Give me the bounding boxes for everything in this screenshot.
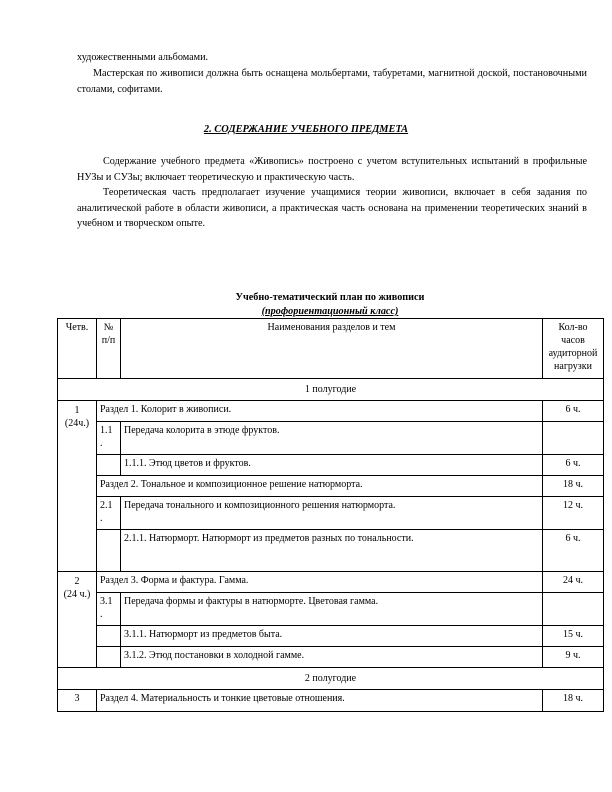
subtopic-hours: 15 ч. xyxy=(543,626,604,647)
table-row xyxy=(58,690,604,712)
header-quarter: Четв. xyxy=(58,319,97,379)
body-paragraph-2: Теоретическая часть предполагает изучение учащимися теории живописи, включает в себя задания по аналитической работе в области живописи, а практическая часть основана на применении теоретических знаний в учебном и творческом опыте. xyxy=(77,187,587,230)
quarter-cell xyxy=(58,401,97,572)
section-heading: 2. СОДЕРЖАНИЕ УЧЕБНОГО ПРЕДМЕТА xyxy=(203,124,409,135)
topic-hours xyxy=(543,422,604,455)
section-body xyxy=(77,154,587,232)
intro-line-1: художественными альбомами. xyxy=(77,52,209,63)
quarter-hours: (24 ч.) xyxy=(63,589,91,600)
table-row xyxy=(58,530,604,572)
topic-title: Передача тонального и композиционного решения натюрморта. xyxy=(121,497,543,530)
semester-label: 2 полугодие xyxy=(58,668,604,690)
empty-cell xyxy=(97,530,121,572)
table-row xyxy=(58,647,604,668)
section-title: Раздел 2. Тональное и композиционное решение натюрморта. xyxy=(97,476,543,497)
table-row xyxy=(58,455,604,476)
semester-row xyxy=(58,379,604,401)
semester-row xyxy=(58,668,604,690)
plan-subtitle: (профориентационный класс) xyxy=(261,306,399,317)
section-hours: 18 ч. xyxy=(543,690,604,712)
section-hours: 18 ч. xyxy=(543,476,604,497)
header-number: № п/п xyxy=(97,319,121,379)
intro-text xyxy=(77,50,587,98)
section-title: Раздел 1. Колорит в живописи. xyxy=(97,401,543,422)
subtopic-title: 2.1.1. Натюрморт. Натюрморт из предметов разных по тональности. xyxy=(121,530,543,572)
subtopic-hours: 6 ч. xyxy=(543,530,604,572)
empty-cell xyxy=(97,455,121,476)
table-row xyxy=(58,626,604,647)
topic-title: Передача колорита в этюде фруктов. xyxy=(121,422,543,455)
table-row xyxy=(58,476,604,497)
table-row xyxy=(58,422,604,455)
subtopic-hours: 9 ч. xyxy=(543,647,604,668)
quarter-hours: (24ч.) xyxy=(64,418,90,429)
subtopic-title: 3.1.2. Этюд постановки в холодной гамме. xyxy=(121,647,543,668)
subtopic-title: 1.1.1. Этюд цветов и фруктов. xyxy=(121,455,543,476)
topic-number: 2.1 . xyxy=(97,497,121,530)
subtopic-title: 3.1.1. Натюрморт из предметов быта. xyxy=(121,626,543,647)
table-header-row xyxy=(58,319,604,379)
quarter-number: 3 xyxy=(74,693,80,704)
topic-title: Передача формы и фактуры в натюрморте. Цветовая гамма. xyxy=(121,593,543,626)
table-row xyxy=(58,572,604,593)
quarter-number: 2 xyxy=(74,576,80,587)
subtopic-hours: 6 ч. xyxy=(543,455,604,476)
thematic-plan-table xyxy=(57,318,604,712)
table-row xyxy=(58,497,604,530)
section-title: Раздел 4. Материальность и тонкие цветовые отношения. xyxy=(97,690,543,712)
intro-line-2: Мастерская по живописи должна быть оснащена мольбертами, табуретами, магнитной доской, постановочными столами, софитами. xyxy=(77,68,587,95)
quarter-number: 1 xyxy=(74,405,80,416)
empty-cell xyxy=(97,626,121,647)
header-hours: Кол-во часов аудиторной нагрузки xyxy=(543,319,604,379)
plan-title: Учебно-тематический план по живописи xyxy=(235,292,425,303)
empty-cell xyxy=(97,647,121,668)
quarter-cell xyxy=(58,690,97,712)
section-title: Раздел 3. Форма и фактура. Гамма. xyxy=(97,572,543,593)
topic-number: 1.1 . xyxy=(97,422,121,455)
table-row xyxy=(58,593,604,626)
quarter-cell xyxy=(58,572,97,668)
section-hours: 6 ч. xyxy=(543,401,604,422)
table-row xyxy=(58,401,604,422)
body-paragraph-1: Содержание учебного предмета «Живопись» построено с учетом вступительных испытаний в профильные НУЗы и СУЗы; включает теоретическую и практическую часть. xyxy=(77,156,587,183)
topic-hours xyxy=(543,593,604,626)
header-topic: Наименования разделов и тем xyxy=(121,319,543,379)
semester-label: 1 полугодие xyxy=(58,379,604,401)
section-hours: 24 ч. xyxy=(543,572,604,593)
topic-hours: 12 ч. xyxy=(543,497,604,530)
topic-number: 3.1 . xyxy=(97,593,121,626)
